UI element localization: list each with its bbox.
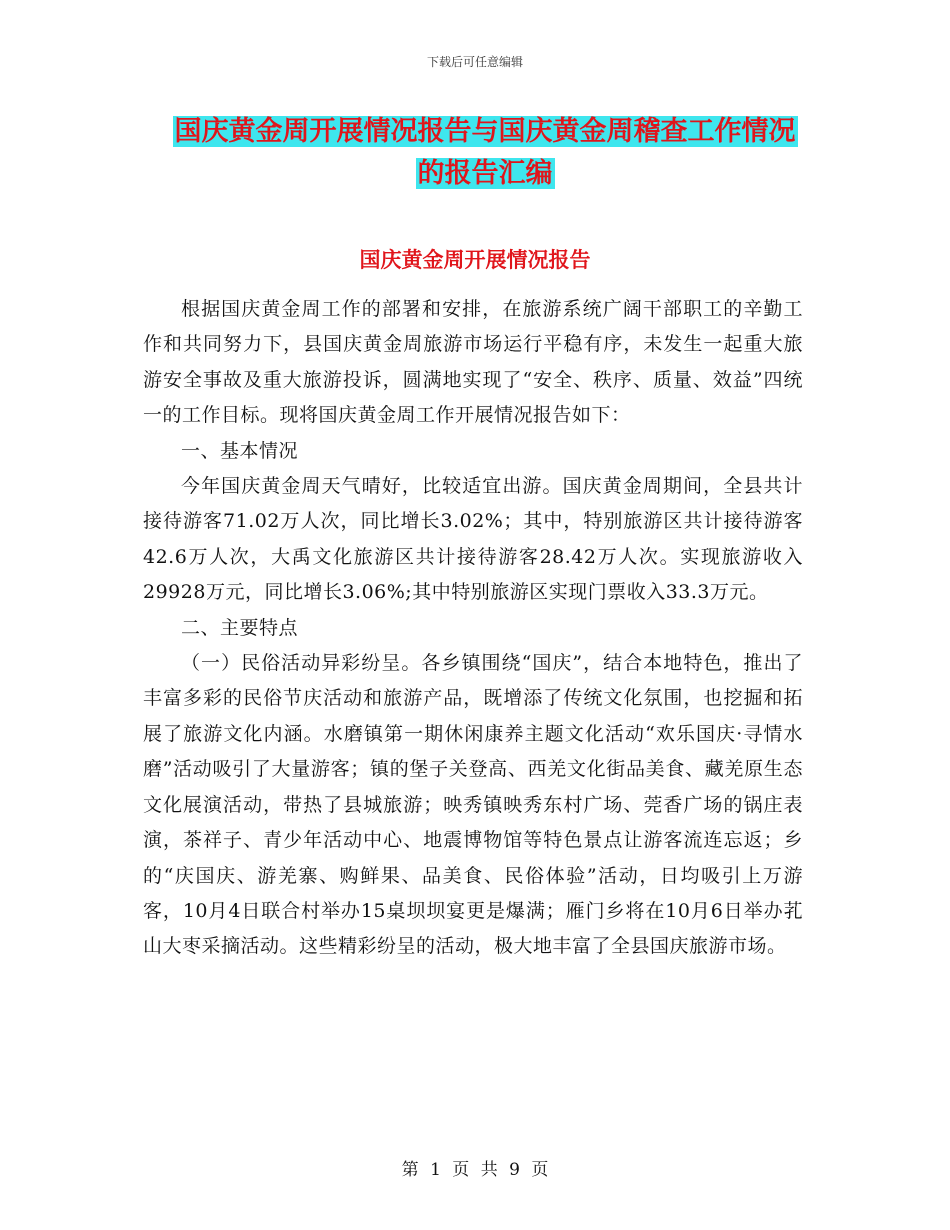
header-note: 下载后可任意编辑 <box>426 55 523 69</box>
main-title-highlight-2: 的报告汇编 <box>417 158 553 189</box>
paragraph-basic-situation: 今年国庆黄金周天气晴好，比较适宜出游。国庆黄金周期间，全县共计接待游客71.02万人次，同比增长3.02%；其中，特别旅游区共计接待游客42.6万人次，大禹文化旅游区共计接待游客28.42万人次。实现旅游收入29928万元，同比增长3.06%;其中特别旅游区实现门票收入33.3万元。 <box>143 475 803 604</box>
main-title-line-1 <box>140 113 830 151</box>
main-title-highlight-1: 国庆黄金周开展情况报告与国庆黄金周稽查工作情况 <box>174 116 796 147</box>
document-body <box>143 292 803 965</box>
page-footer: 第 1 页 共 9 页 <box>401 1160 549 1180</box>
section-title: 国庆黄金周开展情况报告 <box>359 248 591 272</box>
heading-basic-situation: 一、基本情况 <box>181 439 299 462</box>
paragraph-folk-activities: （一）民俗活动异彩纷呈。各乡镇围绕“国庆”，结合本地特色，推出了丰富多彩的民俗节庆活动和旅游产品，既增添了传统文化氛围，也挖掘和拓展了旅游文化内涵。水磨镇第一期休闲康养主题文化活动“欢乐国庆·寻情水磨”活动吸引了大量游客；镇的堡子关登高、西羌文化街品美食、藏羌原生态文化展演活动，带热了县城旅游；映秀镇映秀东村广场、莞香广场的锅庄表演，茶祥子、青少年活动中心、地震博物馆等特色景点让游客流连忘返；乡的“庆国庆、游羌寨、购鲜果、品美食、民俗体验”活动，日均吸引上万游客，10月4日联合村举办15桌坝坝宴更是爆满；雁门乡将在10月6日举办芤山大枣采摘活动。这些精彩纷呈的活动，极大地丰富了全县国庆旅游市场。 <box>143 652 803 958</box>
heading-main-features: 二、主要特点 <box>181 616 299 639</box>
main-title-line-2 <box>140 155 830 193</box>
paragraph-intro: 根据国庆黄金周工作的部署和安排，在旅游系统广阔干部职工的辛勤工作和共同努力下，县国庆黄金周旅游市场运行平稳有序，未发生一起重大旅游安全事故及重大旅游投诉，圆满地实现了“安全、秩序、质量、效益”四统一的工作目标。现将国庆黄金周工作开展情况报告如下： <box>143 298 803 427</box>
